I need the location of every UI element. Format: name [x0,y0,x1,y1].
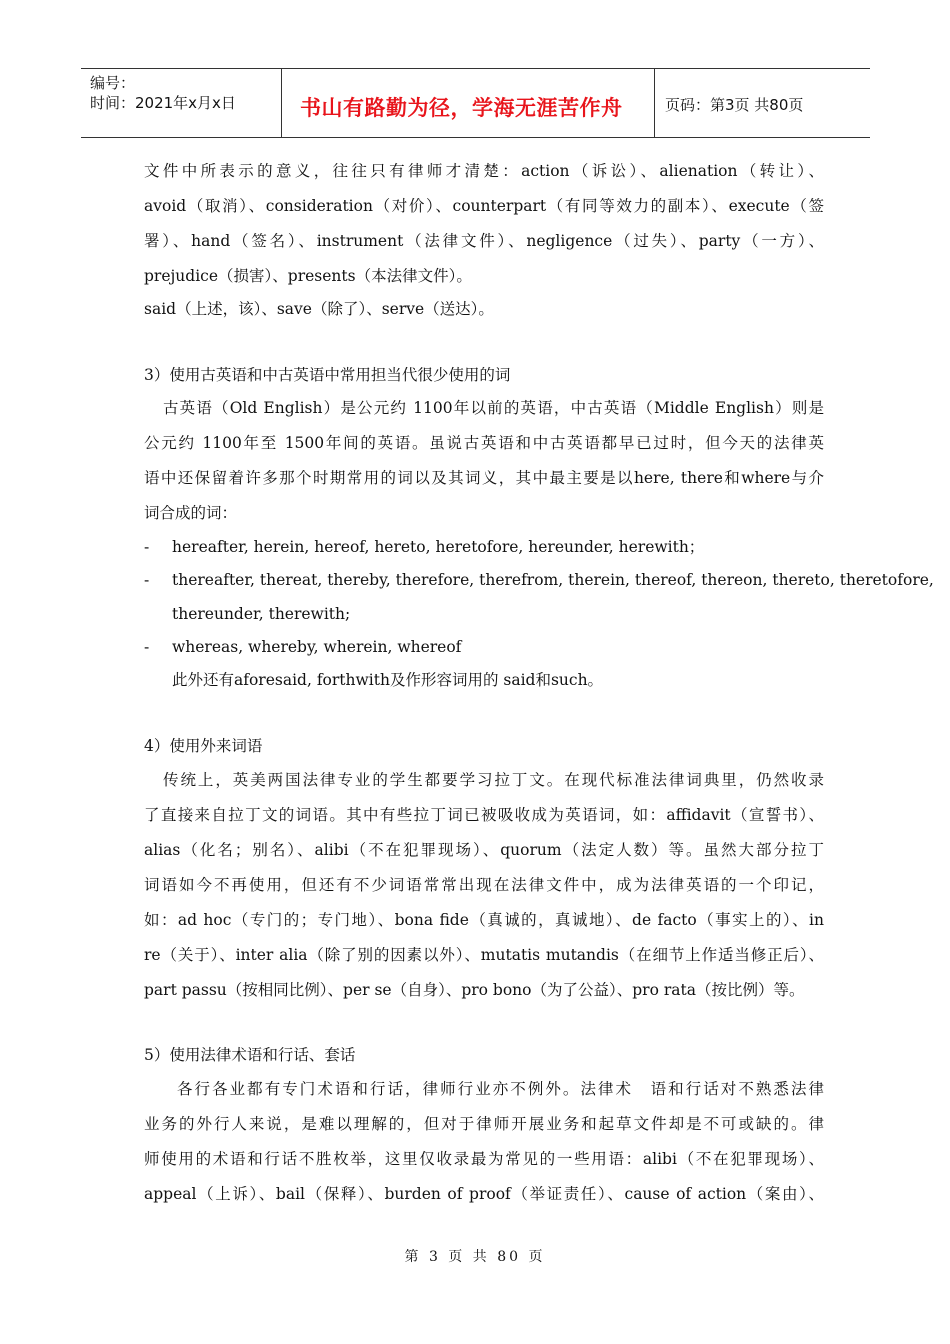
paragraph-line: 署）、hand（签名）、instrument（法律文件）、negligence（过失）、party（一方）、 [144,232,824,250]
list-item-text: hereafter, herein, hereof, hereto, heretofore, hereunder, herewith； [172,538,705,556]
paragraph-line: avoid（取消）、consideration（对价）、counterpart（有同等效力的副本）、execute（签 [144,197,824,215]
paragraph-line: 文件中所表示的意义，往往只有律师才清楚：action（诉讼）、alienation（转让）、 [144,162,824,180]
paragraph-line: 业务的外行人来说，是难以理解的，但对于律师开展业务和起草文件却是不可或缺的。律 [144,1115,824,1133]
page-footer: 第 3 页 共 80 页 [404,1249,546,1265]
paragraph-line: 如：ad hoc（专门的；专门地）、bona fide（真诚的，真诚地）、de facto（事实上的）、in [144,911,824,929]
section-heading: 3）使用古英语和中古英语中常用担当代很少使用的词 [144,366,511,384]
paragraph-line: re（关于）、inter alia（除了别的因素以外）、mutatis mutandis（在细节上作适当修正后）、 [144,946,824,964]
date-label: 时间：2021年x月x日 [90,94,236,112]
paragraph-line: 词语如今不再使用，但还有不少词语常常出现在法律文件中，成为法律英语的一个印记， [144,876,824,894]
list-item-text: thereafter, thereat, thereby, therefore, therefrom, therein, thereof, thereon, thereto, theretofore, [172,571,934,589]
header-meta-cell [81,69,282,137]
bullet-marker: - [144,638,150,656]
page-header [81,68,870,138]
paragraph-line: 语中还保留着许多那个时期常用的词以及其词义，其中最主要是以here, there和where与介 [144,469,824,487]
paragraph-line: 了直接来自拉丁文的词语。其中有些拉丁词已被吸收成为英语词，如：affidavit（宣誓书）、 [144,806,824,824]
paragraph-line: 词合成的词： [144,504,238,522]
paragraph-line: 古英语（Old English）是公元约 1100年以前的英语，中古英语（Middle English）则是 [163,399,824,417]
header-motto-cell [282,69,655,137]
motto-text: 书山有路勤为径，学海无涯苦作舟 [300,96,623,120]
list-item-text: whereas, whereby, wherein, whereof [172,638,462,656]
paragraph-line: 此外还有aforesaid, forthwith及作形容词用的 said和such。 [172,671,604,689]
section-heading: 5）使用法律术语和行话、套话 [144,1046,356,1064]
bullet-marker: - [144,571,150,589]
paragraph-line: part passu（按相同比例）、per se（自身）、pro bono（为了公益）、pro rata（按比例）等。 [144,981,805,999]
bullet-marker: - [144,538,150,556]
paragraph-line: alias（化名；别名）、alibi（不在犯罪现场）、quorum（法定人数）等。虽然大部分拉丁 [144,841,824,859]
header-page-info: 页码：第3页 共80页 [665,96,804,114]
paragraph-line: 师使用的术语和行话不胜枚举，这里仅收录最为常见的一些用语：alibi（不在犯罪现场）、 [144,1150,824,1168]
section-heading: 4）使用外来词语 [144,737,263,755]
paragraph-line: appeal（上诉）、bail（保释）、burden of proof（举证责任）、cause of action（案由）、 [144,1185,824,1203]
list-item-continuation: thereunder, therewith; [172,605,351,623]
paragraph-line: 公元约 1100年至 1500年间的英语。虽说古英语和中古英语都早已过时，但今天的法律英 [144,434,824,452]
paragraph-line: prejudice（损害）、presents（本法律文件）。 [144,267,472,285]
serial-number-label: 编号： [90,74,136,92]
header-page-cell [655,69,870,137]
paragraph-line: 各行各业都有专门术语和行话，律师行业亦不例外。法律术 语和行话对不熟悉法律 [177,1080,824,1098]
paragraph-line: 传统上，英美两国法律专业的学生都要学习拉丁文。在现代标准法律词典里，仍然收录 [163,771,824,789]
paragraph-line: said（上述，该）、save（除了）、serve（送达）。 [144,300,494,318]
